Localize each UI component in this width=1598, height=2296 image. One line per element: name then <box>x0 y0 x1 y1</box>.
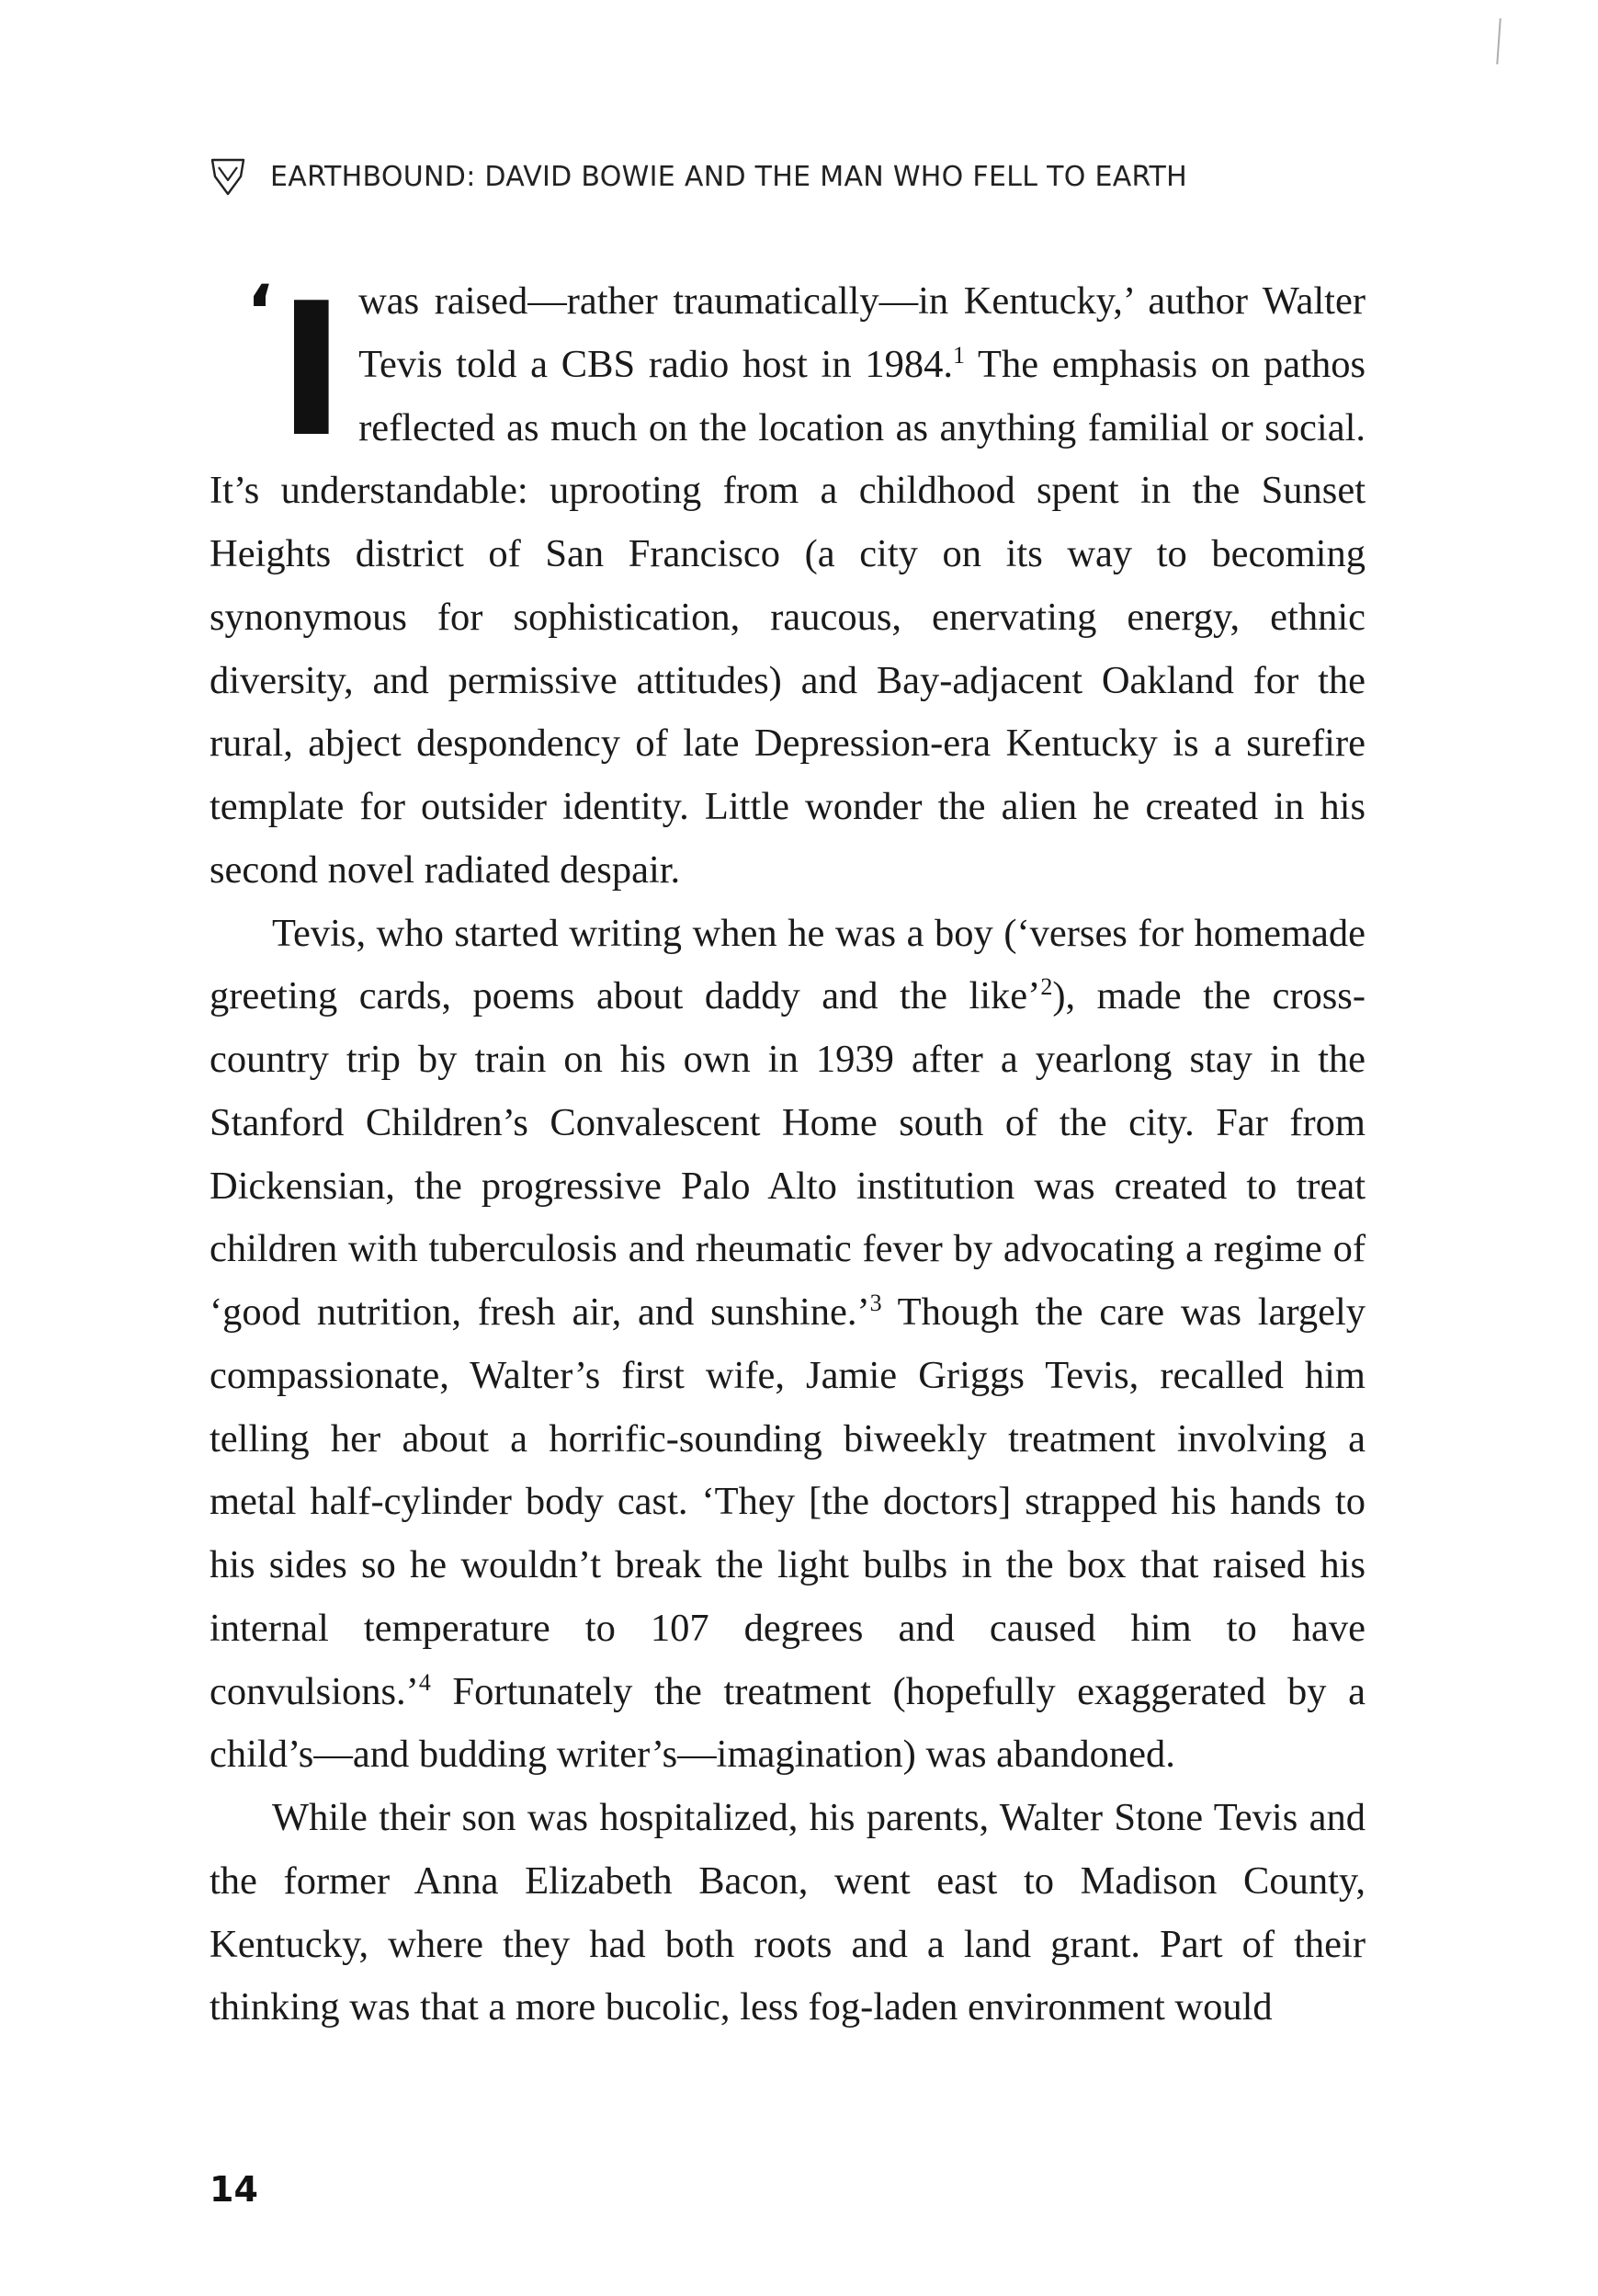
paragraph-2 <box>210 903 1366 1788</box>
paragraph-2-text-a: Tevis, who started writing when he was a boy (‘verses for homemade greeting cards, poems about daddy and the like’ <box>210 911 1366 1018</box>
scan-mark <box>1496 18 1510 64</box>
paragraph-3 <box>210 1787 1366 2040</box>
paragraph-1 <box>210 264 1366 903</box>
page-number: 14 <box>210 2169 258 2210</box>
shield-chevron-icon <box>210 156 246 197</box>
paragraph-2-text-c: Though the care was largely compassionate, Walter’s first wife, Jamie Griggs Tevis, recalled him telling her about a horrific-sounding biweekly treatment involving a metal half-cylinder body cast. ‘They [the doctors] strapped his hands to his sides so he wouldn’t break the light bulbs in the box that raised his internal temperature to 107 degrees and caused him to have convulsions.’ <box>210 1290 1366 1713</box>
paragraph-2-text-d: Fortunately the treatment (hopefully exaggerated by a child’s—and budding writer’s—imagination) was abandoned. <box>210 1669 1366 1777</box>
body-text <box>210 264 1366 2040</box>
footnote-ref-2: 2 <box>1040 973 1053 1001</box>
paragraph-2-text-b: ), made the cross-country trip by train on his own in 1939 after a yearlong stay in the Stanford Children’s Convalescent Home south of the city. Far from Dickensian, the progressive Palo Alto institution was created to treat children with tuberculosis and rheumatic fever by advocating a regime of ‘good nutrition, fresh air, and sunshine.’ <box>210 974 1366 1334</box>
dropcap-quote: ‘ <box>246 271 274 354</box>
paragraph-1-text-b: The emphasis on pathos reflected as much on the location as anything familial or social. It’s understandable: uprooting from a childhood spent in the Sunset Heights district of San Francisco (a city on its way to becoming synonymous for sophistication, raucous, enervating energy, ethnic diversity, and permissive attitudes) and Bay-adjacent Oakland for the rural, abject despondency of late Depression-era Kentucky is a surefire template for outsider identity. Little wonder the alien he created in his second novel radiated despair. <box>210 342 1366 892</box>
dropcap-letter: I <box>277 264 346 478</box>
paragraph-3-text: While their son was hospitalized, his parents, Walter Stone Tevis and the former Anna Elizabeth Bacon, went east to Madison County, Kentucky, where they had both roots and a land grant. Part of their thinking was that a more bucolic, less fog-laden environment would <box>210 1796 1366 2029</box>
footnote-ref-4: 4 <box>418 1668 431 1696</box>
footnote-ref-3: 3 <box>869 1289 882 1316</box>
running-head <box>210 156 1187 197</box>
paragraph-1-text-a: was raised—rather traumatically—in Kentucky,’ author Walter Tevis told a CBS radio host in 1984. <box>358 279 1366 386</box>
footnote-ref-1: 1 <box>953 341 966 369</box>
running-title: EARTHBOUND: DAVID BOWIE AND THE MAN WHO FELL TO EARTH <box>270 160 1187 193</box>
